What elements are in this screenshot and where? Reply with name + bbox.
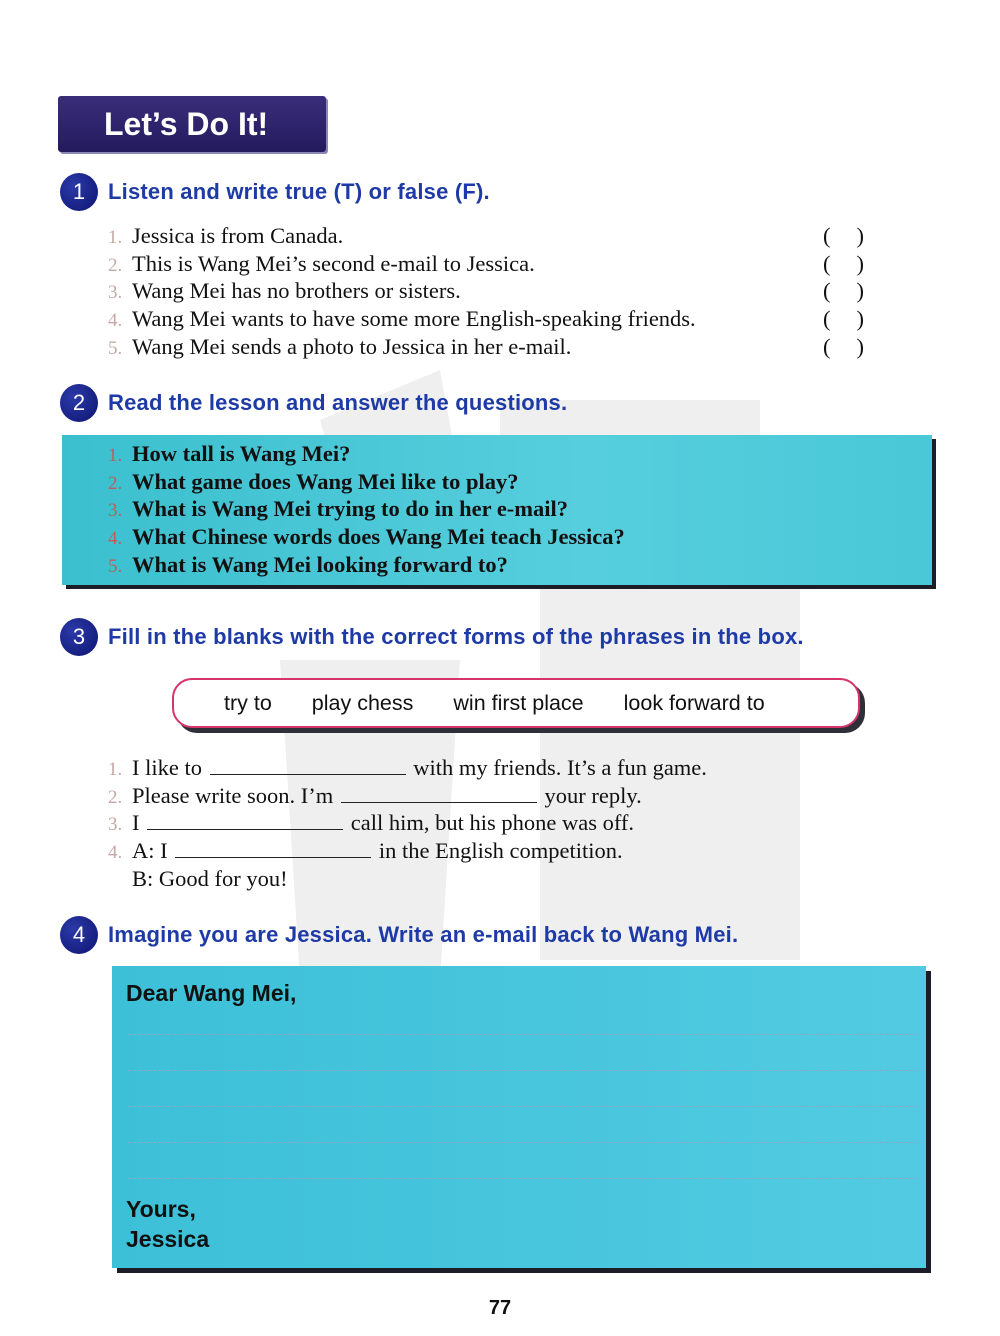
- question-item: [108, 551, 625, 579]
- question-text: What Chinese words does Wang Mei teach Jessica?: [132, 524, 625, 550]
- email-signature: Jessica: [126, 1226, 210, 1252]
- blank-line[interactable]: [175, 839, 371, 858]
- question-text: What is Wang Mei looking forward to?: [132, 551, 508, 577]
- item-index: 3.: [108, 500, 123, 522]
- list-item: [108, 754, 707, 782]
- writing-line: [128, 1142, 918, 1143]
- writing-line: [128, 1070, 918, 1071]
- section-title: Listen and write true (T) or false (F).: [108, 179, 490, 204]
- answer-blank[interactable]: ( ): [823, 223, 864, 248]
- page-number: 77: [488, 1297, 512, 1319]
- phrase-item: look forward to: [623, 690, 765, 715]
- item-index: 2.: [108, 786, 123, 808]
- list-item: [108, 782, 707, 810]
- item-index: 5.: [108, 337, 123, 359]
- section-number-badge: 4: [60, 916, 98, 954]
- item-index: 5.: [108, 555, 123, 577]
- writing-line: [128, 1034, 918, 1035]
- list-item: [108, 305, 864, 333]
- item-index: 1.: [108, 227, 123, 248]
- section-title: Fill in the blanks with the correct forms of the phrases in the box.: [108, 624, 804, 649]
- list-item: [108, 222, 864, 250]
- question-item: [108, 523, 625, 551]
- answer-blank[interactable]: ( ): [823, 250, 864, 276]
- question-item: [108, 468, 625, 496]
- item-index: 4.: [108, 310, 123, 332]
- email-greeting: Dear Wang Mei,: [126, 980, 297, 1006]
- sentence-start: Please write soon. I’m: [132, 782, 334, 808]
- item-index: 3.: [108, 814, 123, 836]
- item-index: 4.: [108, 842, 123, 864]
- list-item: [108, 277, 864, 305]
- section-number-badge: 1: [60, 173, 98, 211]
- question-text: What is Wang Mei trying to do in her e-mail?: [132, 496, 569, 522]
- sentence-start: I: [132, 810, 140, 836]
- blank-line[interactable]: [341, 784, 537, 803]
- questions-list: [108, 440, 625, 578]
- sentence-start: A: I: [132, 838, 168, 864]
- sentence-end: call him, but his phone was off.: [350, 810, 635, 836]
- fill-blank-list: [108, 754, 707, 892]
- question-item: [108, 495, 625, 523]
- section-number-badge: 2: [60, 384, 98, 422]
- question-text: What game does Wang Mei like to play?: [132, 468, 519, 494]
- item-index: 4.: [108, 528, 123, 550]
- sentence-start: I like to: [132, 755, 202, 780]
- item-index: 1.: [108, 759, 123, 780]
- item-index: 2.: [108, 254, 123, 276]
- lets-do-it-banner: [58, 96, 326, 152]
- item-index: 2.: [108, 472, 123, 494]
- phrase-box: [172, 678, 860, 728]
- banner-title: Let’s Do It!: [104, 106, 269, 142]
- sentence-end: in the English competition.: [378, 838, 623, 864]
- blank-line[interactable]: [210, 756, 406, 775]
- email-closing: Yours,: [126, 1196, 196, 1222]
- sentence-end: your reply.: [544, 782, 642, 808]
- phrase-item: play chess: [311, 690, 414, 715]
- blank-line[interactable]: [147, 811, 343, 830]
- writing-line: [128, 1106, 918, 1107]
- dialogue-reply: B: Good for you!: [132, 865, 288, 891]
- phrase-item: win first place: [453, 690, 584, 715]
- list-item: [108, 809, 707, 837]
- answer-blank[interactable]: ( ): [823, 306, 864, 332]
- sentence-end: with my friends. It’s a fun game.: [413, 755, 707, 780]
- section-4-header: [60, 916, 738, 954]
- section-3-header: [60, 618, 804, 656]
- section-1-header: [60, 173, 490, 211]
- true-false-list: [108, 222, 864, 360]
- question-text: How tall is Wang Mei?: [132, 441, 351, 466]
- question-item: [108, 440, 625, 468]
- item-text: Wang Mei sends a photo to Jessica in her e-mail.: [132, 333, 572, 359]
- section-2-header: [60, 384, 567, 422]
- item-text: Jessica is from Canada.: [132, 223, 344, 248]
- item-index: 3.: [108, 282, 123, 304]
- section-title: Imagine you are Jessica. Write an e-mail back to Wang Mei.: [108, 922, 739, 947]
- writing-line: [128, 1178, 918, 1179]
- item-text: Wang Mei has no brothers or sisters.: [132, 278, 461, 304]
- answer-blank[interactable]: ( ): [823, 333, 864, 359]
- item-index: 1.: [108, 445, 123, 466]
- item-text: Wang Mei wants to have some more English-speaking friends.: [132, 306, 696, 332]
- answer-blank[interactable]: ( ): [823, 278, 864, 304]
- list-item: [108, 865, 707, 893]
- list-item: [108, 837, 707, 865]
- list-item: [108, 250, 864, 278]
- email-writing-area[interactable]: [112, 966, 926, 1268]
- section-title: Read the lesson and answer the questions.: [108, 390, 568, 415]
- section-number-badge: 3: [60, 618, 98, 656]
- phrase-item: try to: [224, 690, 272, 715]
- item-text: This is Wang Mei’s second e-mail to Jessica.: [132, 250, 535, 276]
- list-item: [108, 333, 864, 361]
